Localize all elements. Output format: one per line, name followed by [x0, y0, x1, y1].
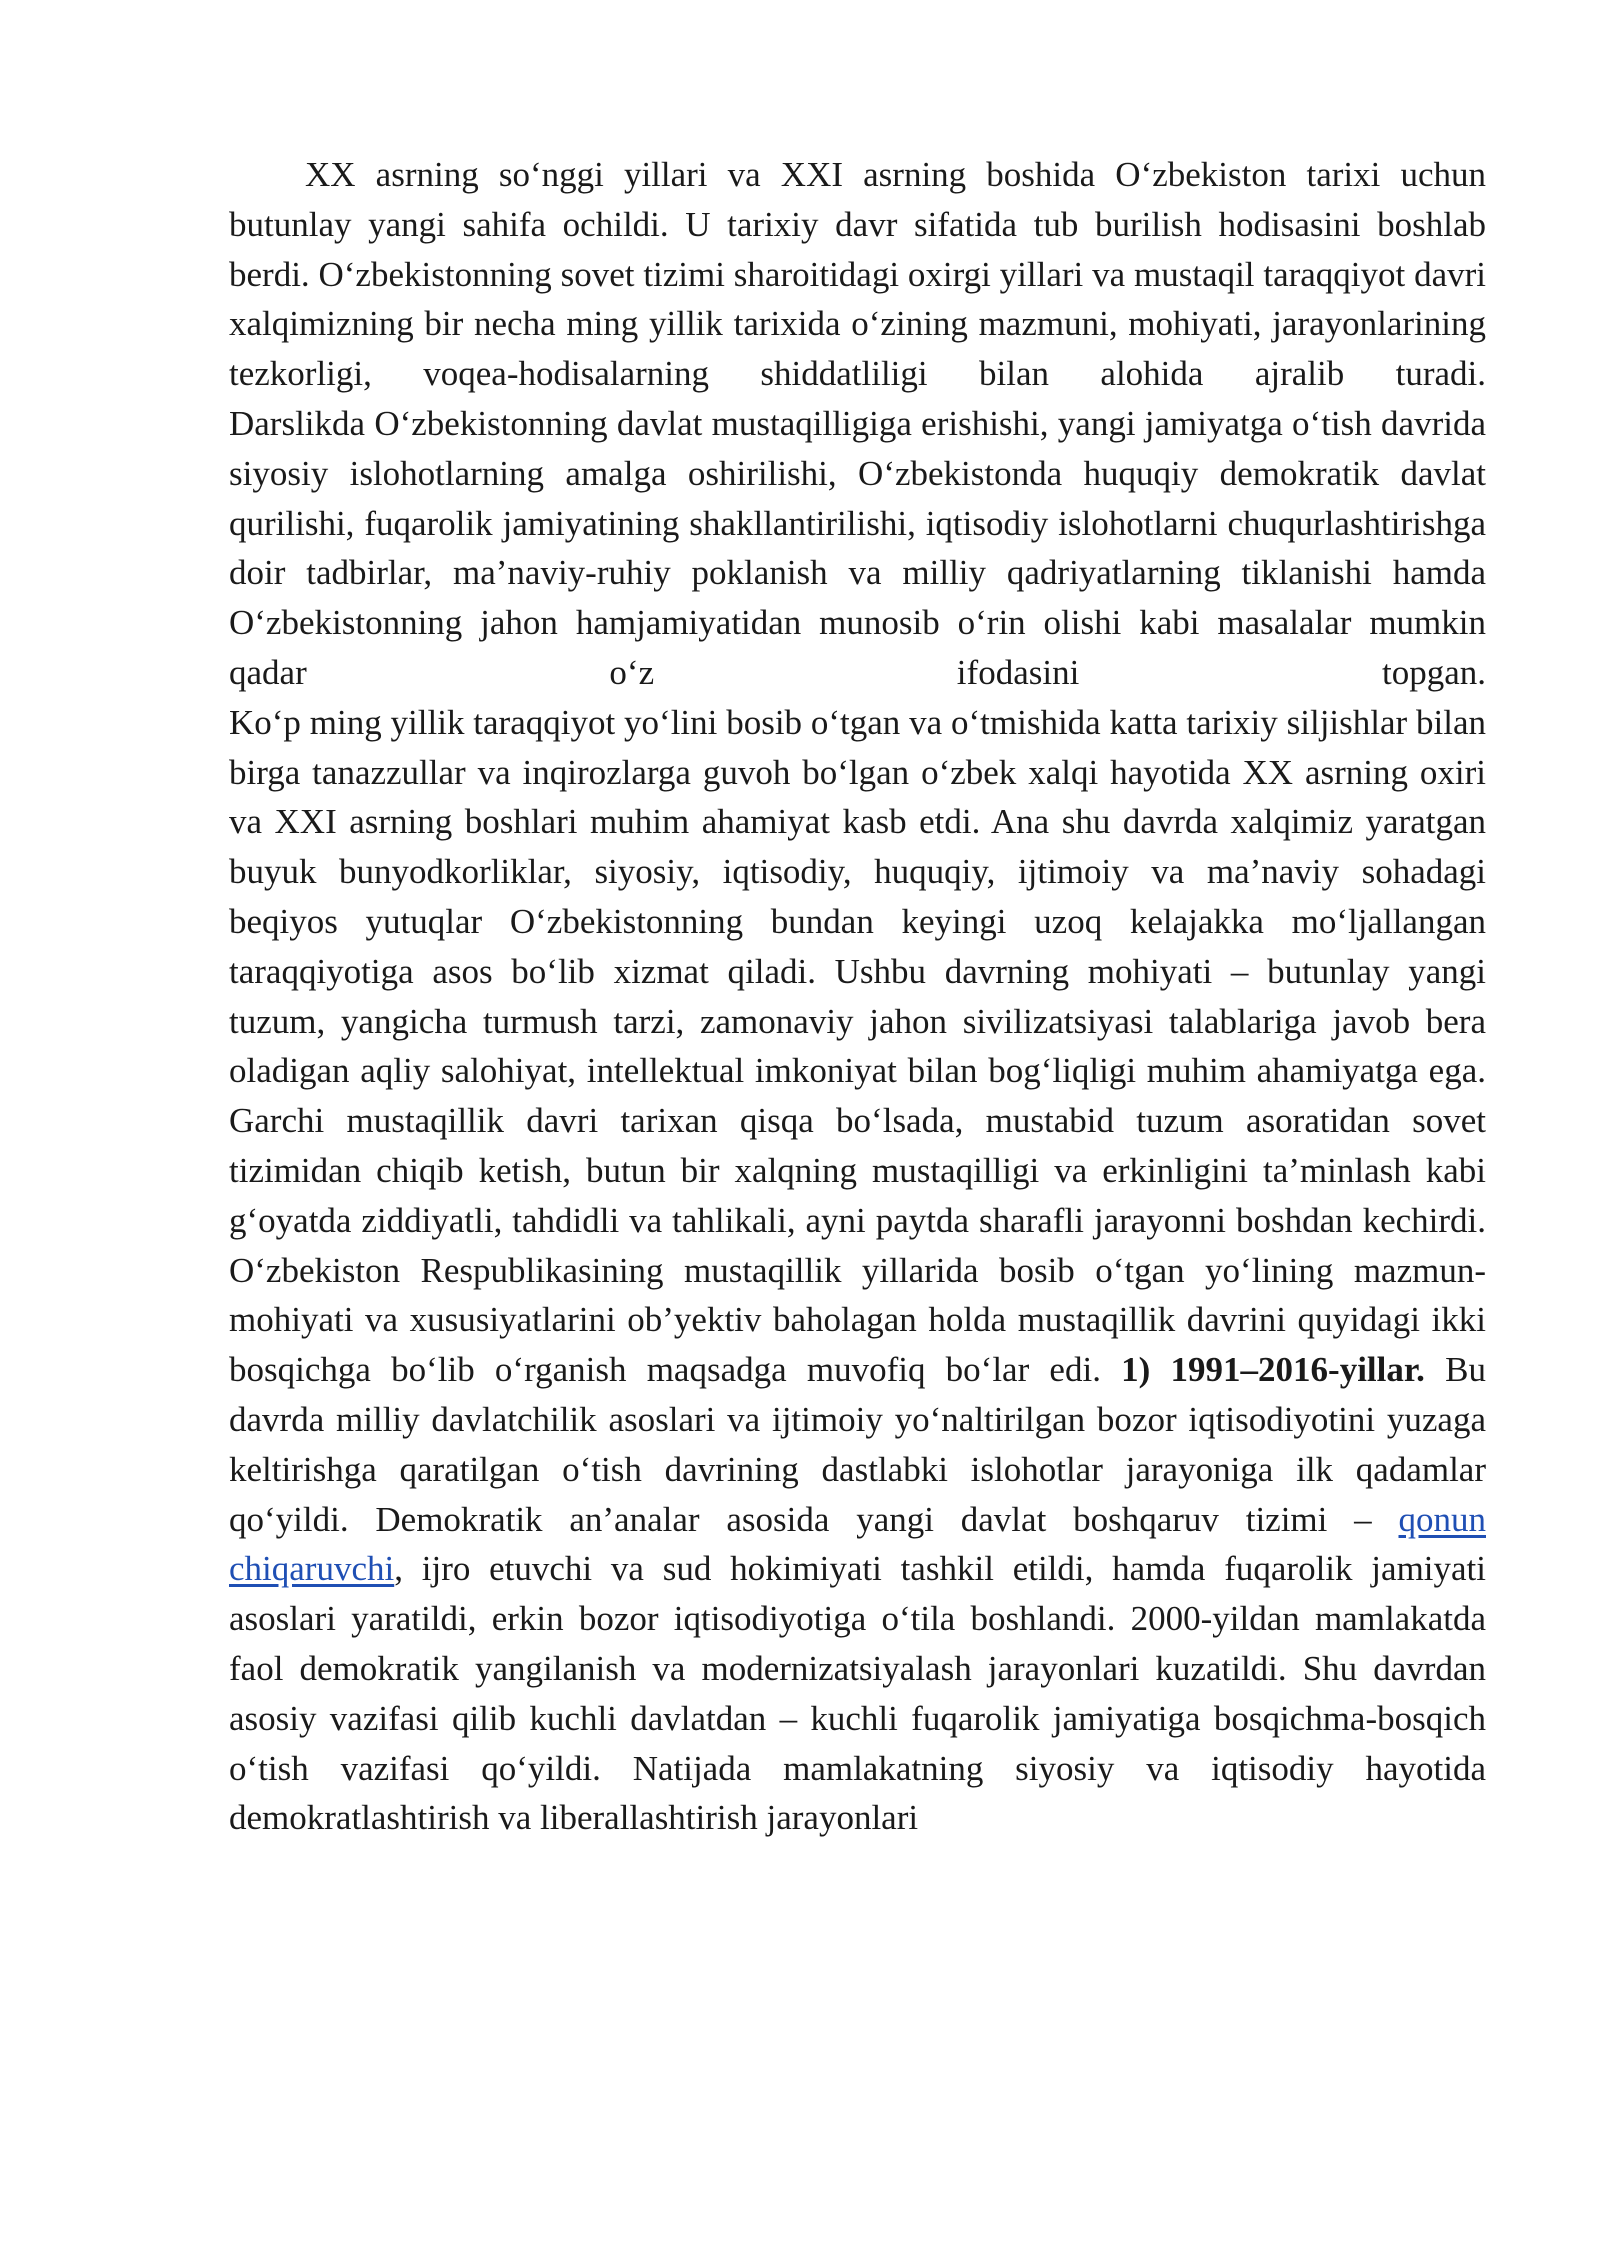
paragraph-intro: XX asrning so‘nggi yillari va XXI asrning boshida O‘zbekiston tarixi uchun butunlay yangi sahifa ochildi. U tarixiy davr sifatida tub burilish hodisasini boshlab berdi. O‘zbekistonning sovet tizimi sharoitidagi oxirgi yillari va mustaqil taraqqiyot davri xalqimizning bir necha ming yillik tarixida o‘zining mazmuni, mohiyati, jarayonlarining tezkorligi, voqea-hodisalarning shiddatliligi bilan alohida ajralib turadi.: [229, 155, 1486, 394]
period-1-text-continued: , ijro etuvchi va sud hokimiyati tashkil etildi, hamda fuqarolik jamiyati asoslari yaratildi, erkin bozor iqtisodiyotiga o‘tila boshlandi. 2000-yildan mamlakatda faol demokratik yangilanish va modernizatsiyalash jarayonlari kuzatildi. Shu davrdan asosiy vazifasi qilib kuchli davlatdan – kuchli fuqarolik jamiyatiga bosqichma-bosqich o‘tish vazifasi qo‘yildi. Natijada mamlakatning siyosiy va iqtisodiy hayotida demokratlashtirish va liberallashtirish jarayonlari: [229, 1549, 1486, 1838]
document-page: [229, 150, 1486, 1843]
legislative-link[interactable]: qonun chiqaruvchi: [229, 1499, 1486, 1589]
period-1-text: Bu davrda milliy davlatchilik asoslari va ijtimoiy yo‘naltirilgan bozor iqtisodiyotini yuzaga keltirishga qaratilgan o‘tish davrining dastlabki islohotlar jarayoniga ilk qadamlar qo‘yildi. Demokratik an’analar asosida yangi davlat boshqaruv tizimi –: [229, 1350, 1487, 1539]
paragraph-periodization: [229, 1246, 1486, 1844]
period-1-heading: 1) 1991–2016-yillar.: [1121, 1350, 1425, 1390]
paragraph-historical-significance: Ko‘p ming yillik taraqqiyot yo‘lini bosib o‘tgan va o‘tmishida katta tarixiy siljishlar bilan birga tanazzullar va inqirozlarga guvoh bo‘lgan o‘zbek xalqi hayotida XX asrning oxiri va XXI asrning boshlari muhim ahamiyat kasb etdi. Ana shu davrda xalqimiz yaratgan buyuk bunyodkorliklar, siyosiy, iqtisodiy, huquqiy, ijtimoiy va ma’naviy sohadagi beqiyos yutuqlar O‘zbekistonning bundan keyingi uzoq kelajakka mo‘ljallangan taraqqiyotiga asos bo‘lib xizmat qiladi. Ushbu davrning mohiyati – butunlay yangi tuzum, yangicha turmush tarzi, zamonaviy jahon sivilizatsiyasi talablariga javob bera oladigan aqliy salohiyat, intellektual imkoniyat bilan bog‘liqligi muhim ahamiyatga ega. Garchi mustaqillik davri tarixan qisqa bo‘lsada, mustabid tuzum asoratidan sovet tizimidan chiqib ketish, butun bir xalqning mustaqilligi va erkinligini ta’minlash kabi g‘oyatda ziddiyatli, tahdidli va tahlikali, ayni paytda sharafli jarayonni boshdan kechirdi.: [229, 702, 1486, 1240]
paragraph-textbook-scope: Darslikda O‘zbekistonning davlat mustaqilligiga erishishi, yangi jamiyatga o‘tish davrida siyosiy islohotlarning amalga oshirilishi, O‘zbekistonda huquqiy demokratik davlat qurilishi, fuqarolik jamiyatining shakllantirilishi, iqtisodiy islohotlarni chuqurlashtirishga doir tadbirlar, ma’naviy-ruhiy poklanish va milliy qadriyatlarning tiklanishi hamda O‘zbekistonning jahon hamjamiyatidan munosib o‘rin olishi kabi masalalar mumkin qadar o‘z ifodasini topgan.: [229, 403, 1486, 692]
periodization-intro-text: O‘zbekiston Respublikasining mustaqillik yillarida bosib o‘tgan yo‘lining mazmun-mohiyati va xususiyatlarini ob’yektiv baholagan holda mustaqillik davrini quyidagi ikki bosqichga bo‘lib o‘rganish maqsadga muvofiq bo‘lar edi.: [229, 1250, 1486, 1390]
